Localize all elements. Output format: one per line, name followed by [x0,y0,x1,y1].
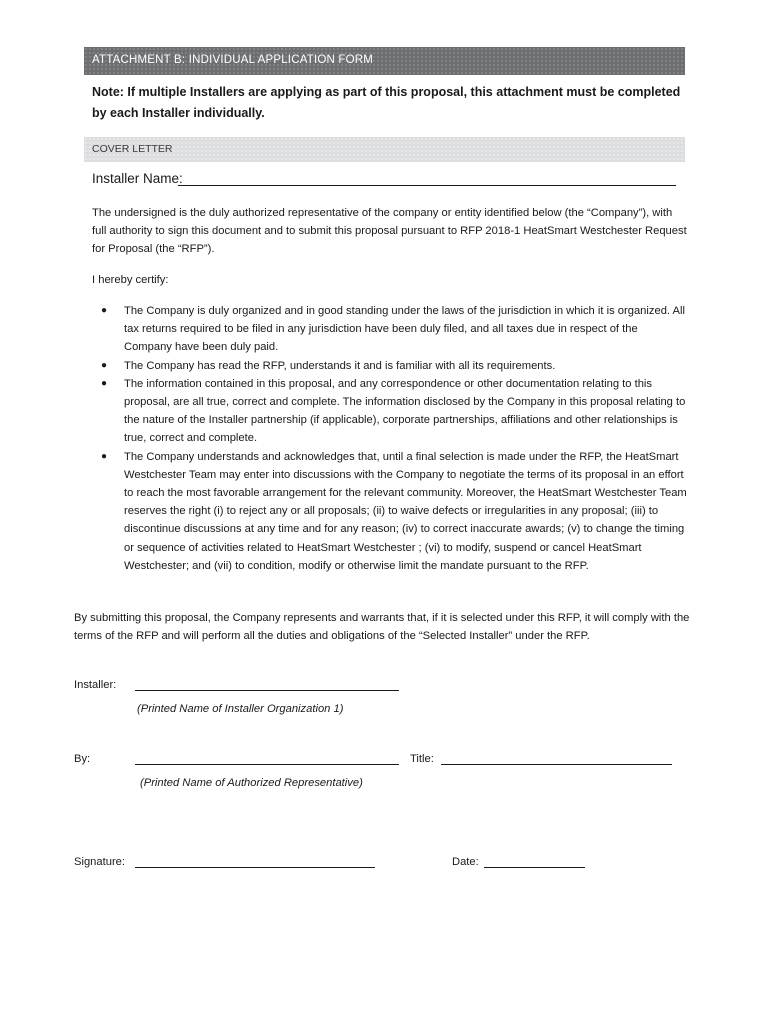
attachment-title: ATTACHMENT B: INDIVIDUAL APPLICATION FORM [92,54,374,66]
intro-paragraph: The undersigned is the duly authorized representative of the company or entity identified below (the “Company”), with full authority to sign this document and to submit this proposal pursuant to RFP 2018-1 HeatSmart Westchester Request for Proposal (the “RFP”). [92,207,687,255]
cover-letter-bar [84,137,685,162]
signature-label: Signature: [74,856,125,868]
bullet-icon: ● [101,359,108,371]
list-item-text: The information contained in this proposal, and any correspondence or other documentation relating to this proposal, are all true, correct and complete. The information disclosed by the Company in this proposal relating to the nature of the Installer partnership (if applicable), corporate partnerships, affiliations and other relationships is true, correct and complete. [124,377,686,445]
attachment-header-bar [84,47,685,75]
note-text: Note: If multiple Installers are applying as part of this proposal, this attachment must be completed by each Installer individually. [92,85,681,120]
bullet-icon: ● [101,450,108,462]
authorized-rep-caption: (Printed Name of Authorized Representative) [140,777,363,789]
list-item [92,302,688,357]
installer-name-field[interactable] [178,185,676,186]
by-label: By: [74,753,91,765]
date-label: Date: [452,856,479,868]
installer-org-field[interactable] [135,690,399,691]
certify-text: I hereby certify: [92,274,169,286]
bullet-icon: ● [101,377,108,389]
signature-field[interactable] [135,867,375,868]
installer-name-label: Installer Name: [92,171,183,186]
installer-label: Installer: [74,679,117,691]
certification-list [92,302,688,575]
installer-org-caption: (Printed Name of Installer Organization 1) [137,703,344,715]
list-item [92,448,688,575]
list-item-text: The Company is duly organized and in good standing under the laws of the jurisdiction in which it is organized. All tax returns required to be filed in any jurisdiction have been duly filed, and all taxes due in respect of the Company have been duly paid. [124,305,685,354]
cover-letter-title: COVER LETTER [92,143,173,155]
date-field[interactable] [484,867,585,868]
submission-paragraph: By submitting this proposal, the Company represents and warrants that, if it is selected under this RFP, it will comply with the terms of the RFP and will perform all the duties and obligations of the “Selected Installer” under the RFP. [74,612,690,642]
title-label: Title: [410,753,434,765]
list-item-text: The Company has read the RFP, understands it and is familiar with all its requirements. [124,359,556,372]
installer-name-row [92,171,682,191]
bullet-icon: ● [101,305,108,316]
list-item [92,357,688,375]
list-item [92,375,688,448]
list-item-text: The Company understands and acknowledges that, until a final selection is made under the RFP, the HeatSmart Westchester Team may enter into discussions with the Company to negotiate the terms of its proposal in an effort to reach the most favorable arrangement for the relevant community. Moreover, the HeatSmart Westchester Team reserves the right (i) to reject any or all proposals; (ii) to waive defects or irregularities in any proposal; (iii) to discontinue discussions at any time and for any reason; (iv) to correct inaccurate awards; (v) to change the timing or sequence of activities related to HeatSmart Westchester ; (vi) to modify, suspend or cancel HeatSmart Westchester; and (vii) to condition, modify or otherwise limit the mandate pursuant to the RFP. [124,450,687,572]
title-field[interactable] [441,764,672,765]
authorized-rep-field[interactable] [135,764,399,765]
